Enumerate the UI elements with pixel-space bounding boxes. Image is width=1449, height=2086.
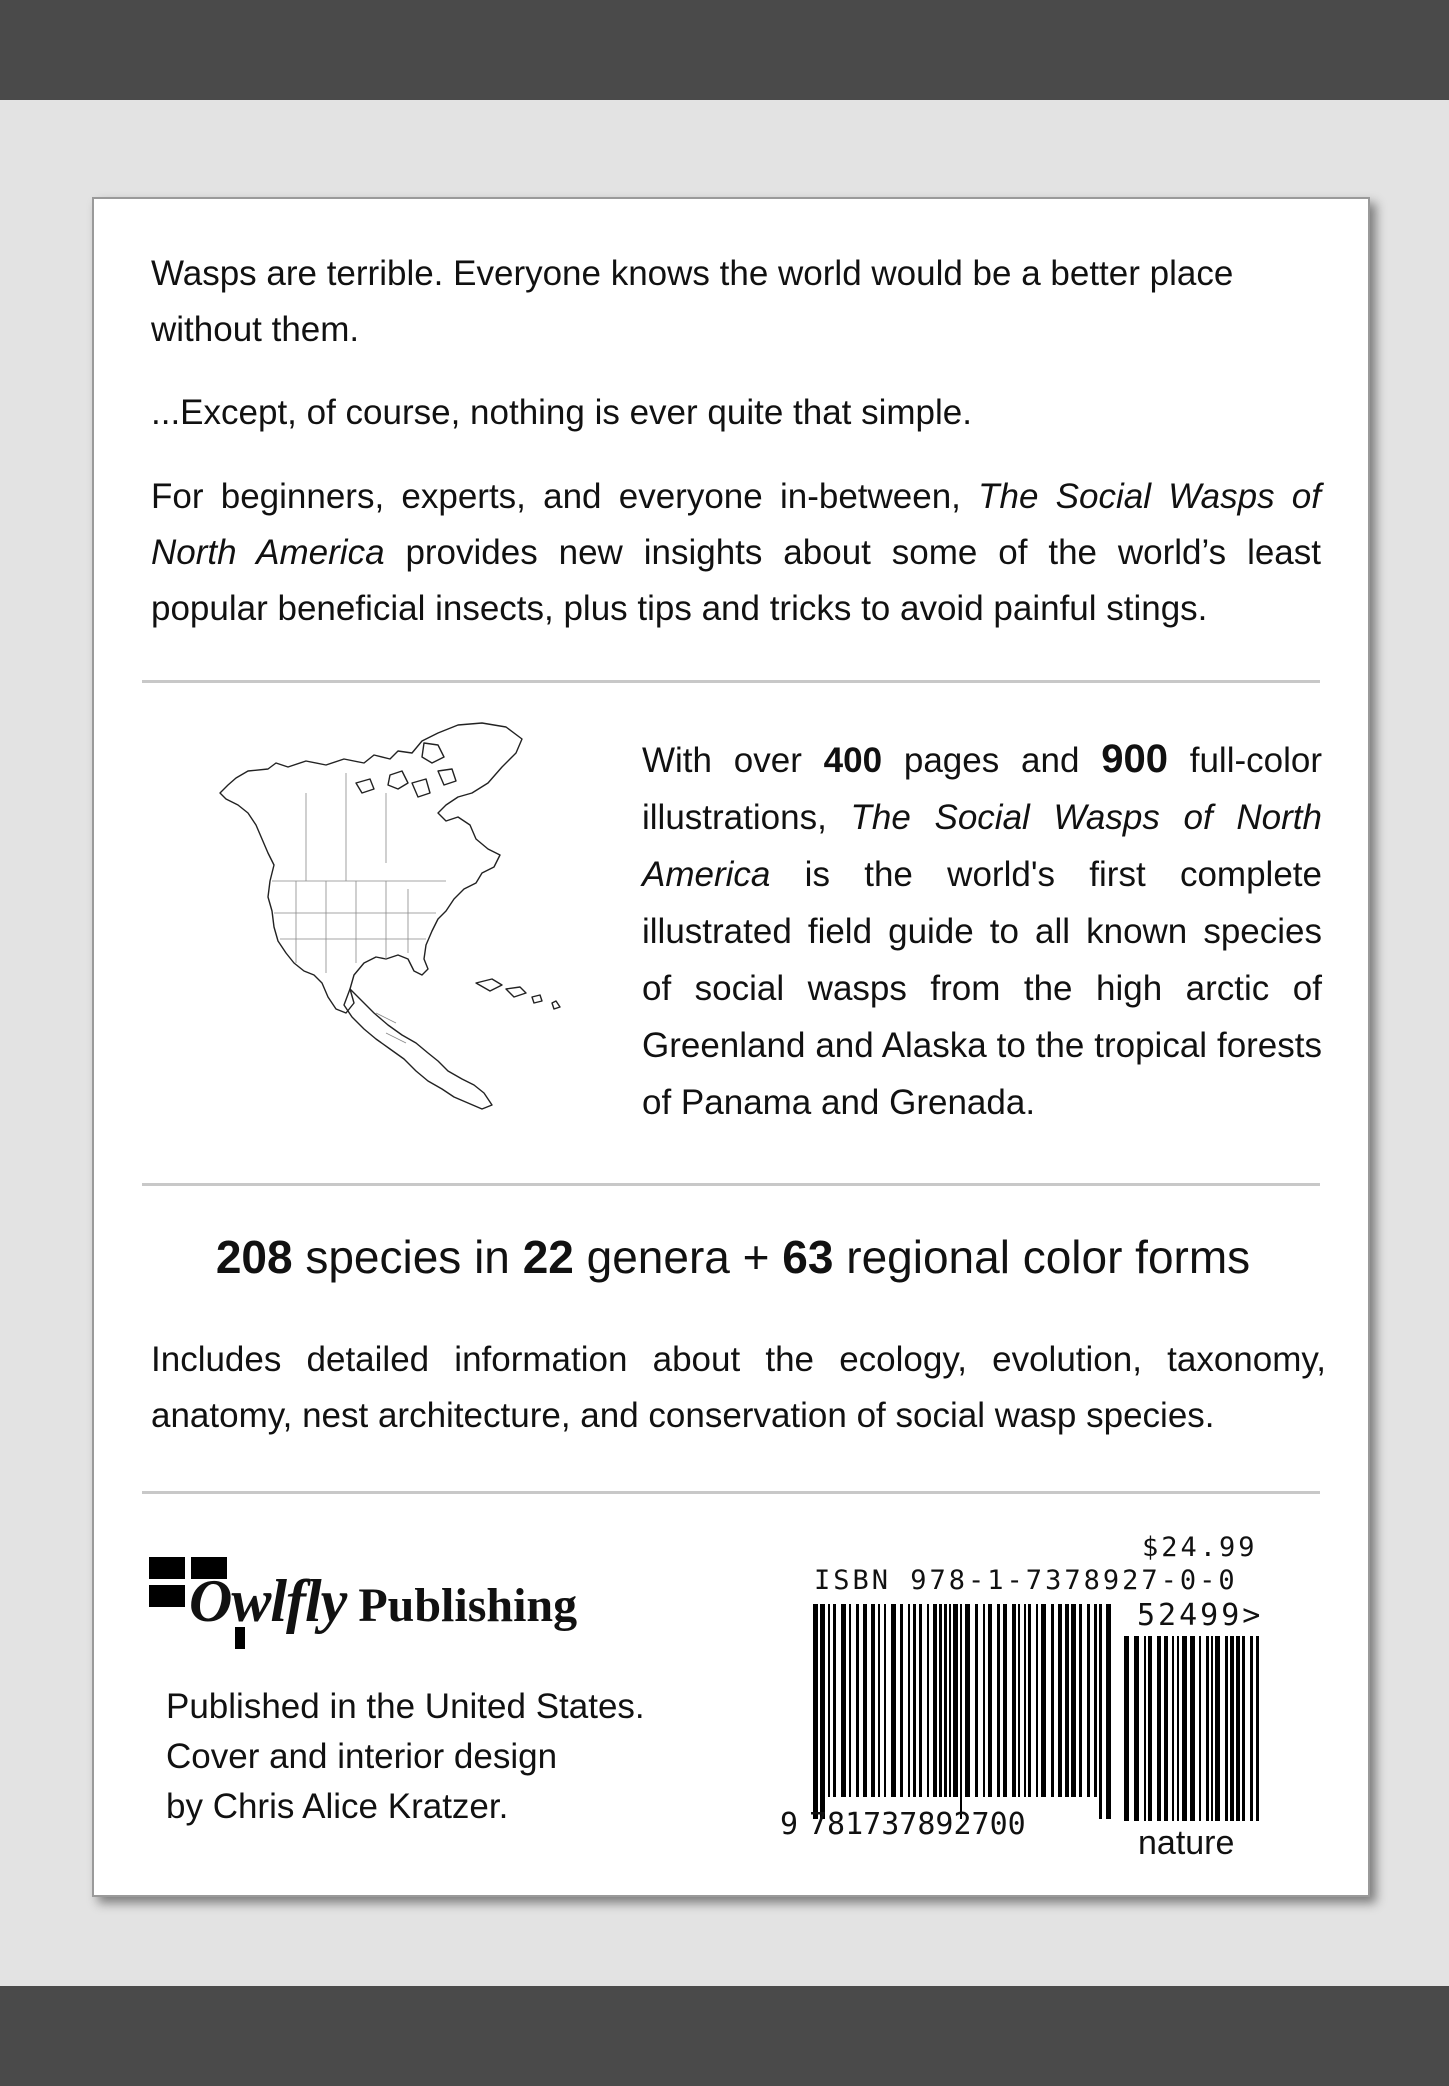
barcode-bar [1172, 1636, 1174, 1821]
species-stats: 208 species in 22 genera + 63 regional color forms [215, 1231, 1251, 1283]
barcode-bar [1124, 1636, 1129, 1821]
book-title-2: The Social Wasps of North America [642, 798, 1322, 894]
barcode-bar [1250, 1636, 1253, 1821]
barcode-bar [1215, 1636, 1220, 1821]
illustration-count: 900 [1101, 737, 1168, 781]
barcode-bar [884, 1604, 886, 1797]
isbn-barcode [811, 1604, 1111, 1819]
barcode-bar [983, 1604, 985, 1797]
barcode-bar [820, 1604, 825, 1819]
barcode-bar [1206, 1636, 1209, 1821]
divider [142, 1183, 1320, 1186]
intro-paragraph-1: Wasps are terrible. Everyone knows the world would be a better place without them. [151, 254, 1234, 349]
barcode-bar [1024, 1604, 1026, 1797]
barcode-bar [1079, 1604, 1082, 1797]
barcode-bar [1256, 1636, 1259, 1821]
barcode-bar [939, 1604, 942, 1797]
logo-word: Owlfly [189, 1568, 347, 1634]
isbn-label: ISBN 978-1-7378927-0-0 [814, 1565, 1238, 1596]
barcode-bar [1012, 1604, 1016, 1797]
addon-barcode [1122, 1636, 1262, 1821]
north-america-map [176, 713, 586, 1143]
barcode-bar [908, 1604, 910, 1797]
barcode-bar [1148, 1636, 1152, 1821]
intro-paragraph-3: For beginners, experts, and everyone in-between, The Social Wasps of North America provides new insights about some of the world’s least popular beneficial insects, plus tips and tricks to avoid painful stings. [151, 477, 1321, 628]
top-letterbox [0, 0, 1449, 100]
barcode-lead-digit: 9 [780, 1807, 799, 1842]
barcode-bar [813, 1604, 818, 1819]
barcode-bar [933, 1604, 937, 1797]
barcode-bar [913, 1604, 916, 1797]
divider [142, 680, 1320, 683]
barcode-bar [1094, 1604, 1097, 1797]
barcode-bar [1099, 1604, 1102, 1819]
barcode-bar [944, 1604, 947, 1797]
category-label: nature [1138, 1824, 1235, 1862]
owlfly-publishing-logo [149, 1557, 649, 1653]
publisher-line-1: Published in the United States. [166, 1687, 645, 1726]
barcode-bar [863, 1604, 867, 1797]
publisher-line-2: Cover and interior design [166, 1737, 558, 1776]
barcode-bar [960, 1604, 962, 1819]
barcode-bar [1236, 1636, 1240, 1821]
barcode-bar [1190, 1636, 1195, 1821]
includes-paragraph: Includes detailed information about the ecology, evolution, taxonomy, anatomy, nest architecture, and conservation of social wasp species. [151, 1340, 1326, 1435]
barcode-bar [965, 1604, 970, 1797]
barcode-bar [1230, 1636, 1234, 1821]
barcode-bar [1071, 1604, 1076, 1797]
barcode-bar [988, 1604, 992, 1797]
barcode-bar [1003, 1604, 1007, 1797]
barcode-bar [891, 1604, 896, 1797]
barcode-bar [1036, 1604, 1038, 1797]
barcode-bar [953, 1604, 958, 1797]
barcode-bar [828, 1604, 830, 1797]
barcode-bar [1065, 1604, 1069, 1797]
barcode-bar [1242, 1636, 1245, 1821]
publisher-name: Publishing [358, 1579, 578, 1632]
barcode-bar [1157, 1636, 1161, 1821]
barcode-bar [927, 1604, 929, 1797]
barcode-bar [1225, 1636, 1228, 1821]
barcode-bar [975, 1604, 978, 1797]
addon-code: 52499> [1137, 1598, 1264, 1633]
barcode-bar [1211, 1636, 1213, 1821]
barcode-bar [856, 1604, 859, 1797]
barcode-bar [833, 1604, 836, 1797]
barcode-bar [849, 1604, 851, 1797]
barcode-digits: 781737892700 [809, 1807, 1026, 1842]
publisher-line-3: by Chris Alice Kratzer. [166, 1787, 509, 1826]
price: $24.99 [1142, 1532, 1258, 1563]
barcode-bar [997, 1604, 1000, 1797]
back-cover [92, 197, 1370, 1897]
barcode-bar [1177, 1636, 1179, 1821]
barcode-bar [1018, 1604, 1020, 1797]
book-title: The Social Wasps of North America [151, 477, 1321, 572]
barcode-bar [878, 1604, 880, 1797]
barcode-bar [900, 1604, 903, 1797]
barcode-bar [1028, 1604, 1031, 1797]
intro-paragraph-2: ...Except, of course, nothing is ever quite that simple. [151, 393, 972, 432]
barcode-bar [841, 1604, 846, 1797]
barcode-bar [1164, 1636, 1168, 1821]
barcode-bar [949, 1604, 951, 1797]
barcode-bar [1087, 1604, 1090, 1797]
feature-paragraph: With over 400 pages and 900 full-color illustrations, The Social Wasps of North America is the world's first complete illustrated field guide to all known species of social wasps from the high arctic of Greenland and Alaska to the tropical forests of Panama and Grenada. [642, 737, 1322, 1122]
barcode-bar [1058, 1604, 1062, 1797]
barcode-bar [1106, 1604, 1111, 1819]
barcode-bar [1134, 1636, 1139, 1821]
barcode-bar [1051, 1604, 1054, 1797]
barcode-bar [871, 1604, 875, 1797]
divider [142, 1491, 1320, 1494]
barcode-bar [1182, 1636, 1187, 1821]
barcode-bar [1199, 1636, 1201, 1821]
bottom-letterbox [0, 1986, 1449, 2086]
barcode-bar [1041, 1604, 1046, 1797]
barcode-bar [1144, 1636, 1146, 1821]
barcode-bar [919, 1604, 922, 1797]
page-count: 400 [823, 741, 883, 780]
